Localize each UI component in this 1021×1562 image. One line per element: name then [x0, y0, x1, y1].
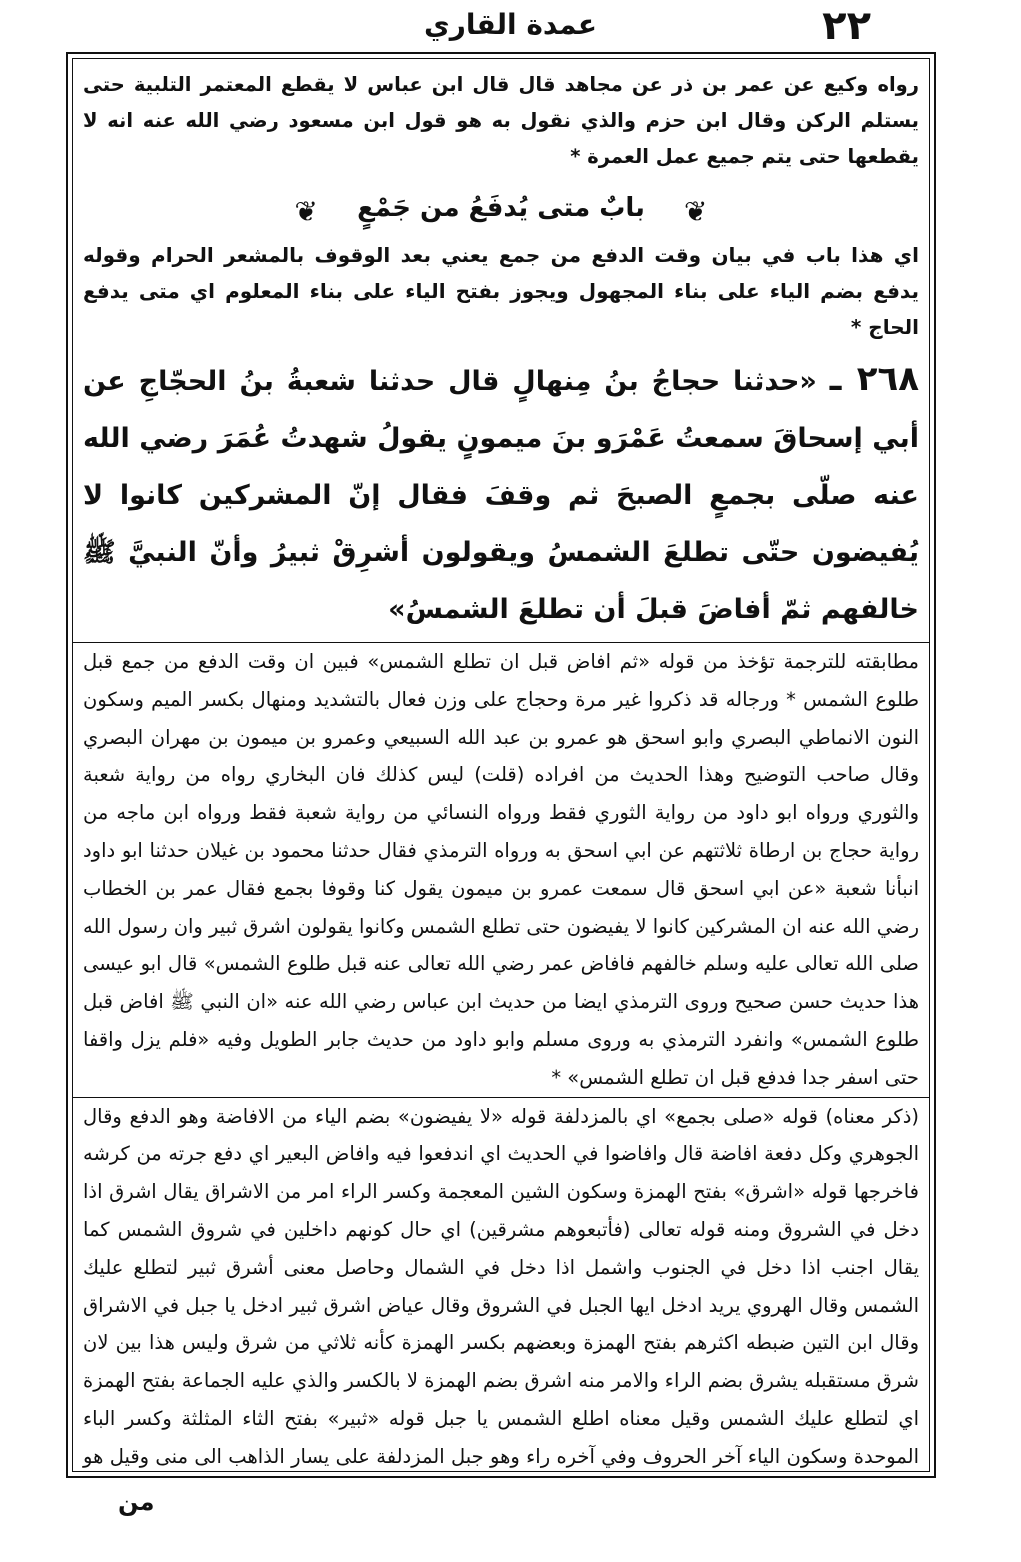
chapter-heading-block: [83, 185, 919, 231]
ornament-right-icon: ❦: [684, 195, 708, 228]
page-header: [0, 0, 1021, 52]
chapter-explanation: اي هذا باب في بيان وقت الدفع من جمع يعني بعد الوقوف بالمشعر الحرام وقوله يدفع بضم الياء على بناء المجهول ويجوز بفتح الياء على بناء المعلوم اي متى يدفع الحاج *: [83, 243, 919, 339]
commentary-paragraph-1: مطابقته للترجمة تؤخذ من قوله «ثم افاض قبل ان تطلع الشمس» فبين ان وقت الدفع من جمع قبل طلوع الشمس * ورجاله قد ذكروا غير مرة وحجاج على وزن فعال بالتشديد ومنهال بكسر الميم وسكون النون الانماطي البصري وابو اسحق هو عمرو بن عبد الله السبيعي وعمرو بن ميمون بن مهران البصري وقال صاحب التوضيح وهذا الحديث من افراده (قلت) ليس كذلك فان البخاري رواه من رواية شعبة والثوري ورواه ابو داود من رواية الثوري فقط ورواه النسائي من رواية شعبة فقط ورواه ابن ماجه من رواية حجاج بن ارطاة ثلاثتهم عن ابي اسحق به ورواه الترمذي فقال حدثنا محمود بن غيلان حدثنا ابو داود انبأنا شعبة «عن ابي اسحق قال سمعت عمرو بن ميمون يقول كنا وقوفا بجمع فقال عمر بن الخطاب رضي الله عنه ان المشركين كانوا لا يفيضون حتى تطلع الشمس وكانوا يقولون اشرق ثبير وان رسول الله صلى الله تعالى عليه وسلم خالفهم فافاض عمر رضي الله تعالى عنه قبل طلوع الشمس» قال ابو عيسى هذا حديث حسن صحيح وروى الترمذي ايضا من حديث ابن عباس رضي الله عنه «ان النبي ﷺ افاض قبل طلوع الشمس» وانفرد الترمذي به وروى مسلم وابو داود من حديث جابر الطويل وفيه «فلم يزل واقفا حتى اسفر جدا فدفع قبل ان تطلع الشمس» *: [83, 650, 919, 1089]
chapter-heading: بابٌ متى يُدفَعُ من جَمْعٍ: [357, 193, 645, 223]
page-number: ۲۲: [822, 3, 871, 49]
ornament-left-icon: ❦: [294, 195, 318, 228]
intro-paragraph: رواه وكيع عن عمر بن ذر عن مجاهد قال قال ابن عباس لا يقطع المعتمر التلبية حتى يستلم الركن وقال ابن حزم والذي نقول به هو قول ابن مسعود رضي الله عنه انه لا يقطعها حتى يتم جميع عمل العمرة *: [83, 73, 919, 168]
hadith-number: ۲٦٨ ـ: [829, 359, 919, 399]
text-frame: [66, 52, 936, 1478]
catch-word: من: [118, 1488, 155, 1516]
hadith-text: «حدثنا حجاجُ بنُ مِنهالٍ قال حدثنا شعبةُ بنُ الحجّاجِ عن أبي إسحاقَ سمعتُ عَمْرَو بنَ ميمونٍ يقولُ شهدتُ عُمَرَ رضي الله عنه صلّى بجمعٍ الصبحَ ثم وقفَ فقال إنّ المشركين كانوا لا يُفيضون حتّى تطلعَ الشمسُ ويقولون أشرِقْ ثبيرُ وأنّ النبيَّ ﷺ خالفهم ثمّ أفاضَ قبلَ أن تطلعَ الشمسُ»: [83, 366, 919, 625]
text-frame-inner: [72, 58, 930, 1472]
commentary-paragraph-2: (ذكر معناه) قوله «صلى بجمع» اي بالمزدلفة قوله «لا يفيضون» بضم الياء من الافاضة وهو الدفع وقال الجوهري وكل دفعة افاضة قال وافاضوا في الحديث اي اندفعوا فيه وافاض البعير اي دفع جرته من كرشه فاخرجها قوله «اشرق» بفتح الهمزة وسكون الشين المعجمة وكسر الراء امر من الاشراق يقال اشرق اذا دخل في الشروق ومنه قوله تعالى (فأتبعوهم مشرقين) اي حال كونهم داخلين في شروق الشمس كما يقال اجنب اذا دخل في الجنوب واشمل اذا دخل في الشمال وحاصل معنى أشرق ثبير لتطلع عليك الشمس وقال الهروي يريد ادخل ايها الجبل في الشروق وقال عياض اشرق ثبير ادخل يا جبل في الاشراق وقال ابن التين ضبطه اكثرهم بفتح الهمزة وبعضهم بكسر الهمزة كأنه ثلاثي من شرق وليس هذا بين لان شرق مستقبله يشرق بضم الراء والامر منه اشرق بضم الهمزة لا بالكسر والذي عليه الجماعة بفتح الهمزة اي لتطلع عليك الشمس وقيل معناه اطلع الشمس يا جبل قوله «ثبير» بفتح الثاء المثلثة وكسر الباء الموحدة وسكون الياء آخر الحروف وفي آخره راء وهو جبل المزدلفة على يسار الذاهب الى منى وقيل هو: [83, 1104, 919, 1468]
hadith-text-block: [83, 351, 919, 638]
running-title: عمدة القاري: [424, 8, 597, 41]
